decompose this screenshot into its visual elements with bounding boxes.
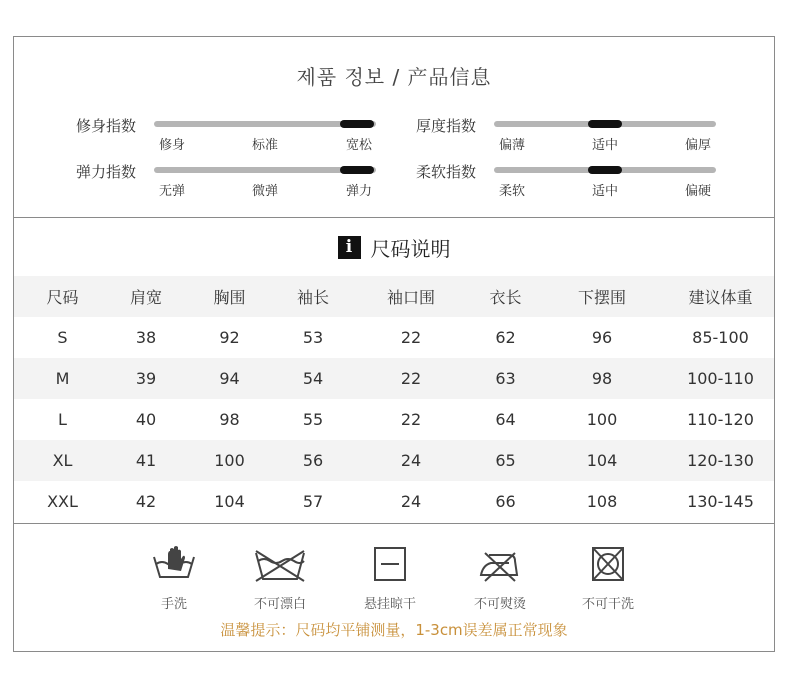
metric-level-knob: [340, 120, 374, 128]
table-cell: 100: [181, 440, 278, 481]
table-row: [14, 358, 774, 399]
table-cell: 66: [495, 492, 516, 511]
table-cell: 38: [135, 328, 157, 347]
table-row: [14, 440, 774, 481]
table-cell: 22: [400, 328, 422, 347]
table-cell: 54: [278, 358, 348, 399]
metric-tick: 微弹: [251, 184, 279, 199]
table-cell: 96: [591, 328, 613, 347]
care-item-no-iron: [465, 545, 535, 612]
no-bleach-icon: [252, 545, 308, 585]
table-header-cell: 袖长: [278, 276, 348, 317]
section-divider: [14, 523, 774, 524]
table-cell: 53: [302, 328, 324, 347]
table-cell: 40: [135, 410, 157, 429]
table-cell: 57: [302, 492, 324, 511]
care-item-no-dry-clean: [573, 545, 643, 612]
table-cell: 62: [495, 328, 516, 347]
table-cell: XL: [14, 440, 111, 481]
size-section-header: [14, 231, 774, 263]
table-header-cell: 胸围: [181, 276, 278, 317]
table-header-row: [14, 276, 774, 317]
metric-track: [154, 121, 376, 127]
table-cell: 24: [348, 440, 474, 481]
table-cell: 98: [219, 410, 240, 429]
metric-tick: 适中: [591, 184, 619, 199]
table-cell: 55: [302, 410, 324, 429]
table-row: [14, 317, 774, 358]
care-label: 不可熨烫: [473, 597, 526, 612]
table-cell: S: [57, 328, 68, 347]
no-dry-clean-icon: [588, 545, 628, 585]
care-label: 不可漂白: [253, 597, 306, 612]
table-cell: 22: [400, 410, 422, 429]
metric-tick: 偏硬: [684, 184, 712, 199]
table-cell: 41: [111, 440, 181, 481]
metric-tick: 宽松: [345, 138, 373, 153]
table-cell: 24: [400, 492, 422, 511]
care-item-hang-dry: [355, 545, 425, 612]
table-cell: 64: [495, 410, 516, 429]
table-cell: 56: [278, 440, 348, 481]
table-header-cell: 建议体重: [667, 276, 774, 317]
metric-tick: 柔软: [498, 184, 526, 199]
table-cell: 94: [181, 358, 278, 399]
metric-tick: 修身: [158, 138, 186, 153]
section-divider: [14, 217, 774, 218]
care-label: 悬挂晾干: [363, 597, 416, 612]
care-item-no-bleach: [245, 545, 315, 612]
metric-label: 柔软指数: [416, 163, 477, 181]
table-cell: 100-110: [667, 358, 774, 399]
table-cell: 63: [474, 358, 537, 399]
care-label: 不可干洗: [581, 597, 634, 612]
metric-tick: 偏薄: [498, 138, 526, 153]
hang-dry-icon: [370, 545, 410, 585]
measurement-note: 温馨提示：尺码均平铺测量，1-3cm误差属正常现象: [220, 621, 568, 639]
table-header-cell: 袖口围: [348, 276, 474, 317]
metric-track: [494, 167, 716, 173]
table-header-cell: 衣长: [474, 276, 537, 317]
size-title: 尺码说明: [370, 236, 451, 261]
table-row: [14, 399, 774, 440]
info-icon: i: [338, 236, 361, 259]
metric-track: [494, 121, 716, 127]
table-cell: M: [14, 358, 111, 399]
table-cell: 108: [586, 492, 618, 511]
care-label: 手洗: [160, 597, 187, 612]
metric-track: [154, 167, 376, 173]
no-iron-icon: [475, 545, 525, 585]
table-header-cell: 肩宽: [111, 276, 181, 317]
metric-label: 弹力指数: [76, 163, 137, 181]
table-cell: L: [58, 410, 67, 429]
metric-label: 修身指数: [76, 117, 137, 135]
metric-label: 厚度指数: [416, 117, 477, 135]
metric-tick: 标准: [251, 138, 279, 153]
table-cell: 104: [214, 492, 245, 511]
table-cell: 110-120: [687, 410, 754, 429]
care-item-hand-wash: [139, 545, 209, 612]
metric-tick: 弹力: [345, 184, 373, 199]
metric-level-knob: [588, 120, 622, 128]
table-cell: 98: [537, 358, 667, 399]
table-cell: 22: [348, 358, 474, 399]
metric-tick: 适中: [591, 138, 619, 153]
table-cell: 100: [586, 410, 618, 429]
metric-level-knob: [340, 166, 374, 174]
table-cell: 65: [474, 440, 537, 481]
table-cell: 120-130: [667, 440, 774, 481]
table-cell: XXL: [47, 492, 78, 511]
table-header-cell: 下摆围: [537, 276, 667, 317]
table-cell: 92: [219, 328, 240, 347]
hand-wash-icon: [151, 545, 197, 585]
size-chart-frame: [13, 36, 775, 652]
info-title: 제품 정보 / 产品信息: [296, 65, 492, 89]
table-cell: 39: [111, 358, 181, 399]
table-cell: 104: [537, 440, 667, 481]
size-table: [14, 276, 774, 522]
metric-tick: 无弹: [158, 184, 186, 199]
table-header-cell: 尺码: [14, 276, 111, 317]
table-row: [14, 481, 774, 522]
metric-tick: 偏厚: [684, 138, 712, 153]
metric-level-knob: [588, 166, 622, 174]
table-cell: 85-100: [692, 328, 749, 347]
table-cell: 130-145: [687, 492, 754, 511]
table-cell: 42: [135, 492, 157, 511]
